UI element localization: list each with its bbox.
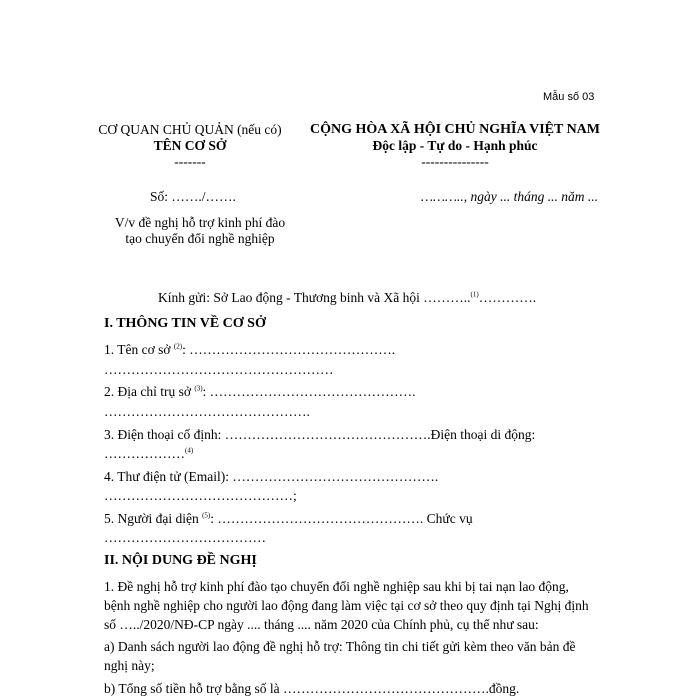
field-address xyxy=(104,384,416,400)
recipient xyxy=(158,290,536,306)
field-label: 5. Người đại diện xyxy=(104,511,203,526)
field-phone: 3. Điện thoại cố định: ……………………………………….Điện thoại di động: xyxy=(104,427,536,442)
field-email: 4. Thư điện tử (Email): ………………………………………. xyxy=(104,469,439,484)
field-blank: : ………………………………………. Chức vụ xyxy=(210,511,473,526)
field-blank: : ………………………………………. xyxy=(182,342,396,357)
footnote-ref: (4) xyxy=(185,446,194,455)
subject-line-1: V/v đề nghị hỗ trợ kinh phí đào xyxy=(114,215,286,230)
right-header-rule: --------------- xyxy=(421,154,489,169)
footnote-ref: (5) xyxy=(202,511,211,520)
section-1-title: I. THÔNG TIN VỀ CƠ SỞ xyxy=(104,316,266,331)
facility-name-heading: TÊN CƠ SỞ xyxy=(153,138,227,153)
field-blank: : ………………………………………. xyxy=(202,384,416,399)
footnote-ref: (3) xyxy=(194,384,203,393)
national-motto: Độc lập - Tự do - Hạnh phúc xyxy=(372,138,538,153)
field-address-cont: ………………………………………. xyxy=(104,404,310,419)
governing-agency: CƠ QUAN CHỦ QUẢN (nếu có) xyxy=(98,122,282,137)
field-blank: ……………… xyxy=(104,446,185,461)
field-facility-name xyxy=(104,342,395,358)
document-number: Số: ……./……. xyxy=(150,189,236,204)
section-2-title: II. NỘI DUNG ĐỀ NGHỊ xyxy=(104,553,257,568)
national-title: CỘNG HÒA XÃ HỘI CHỦ NGHĨA VIỆT NAM xyxy=(309,122,600,137)
recipient-note: (1) xyxy=(470,290,479,299)
footnote-ref: (2) xyxy=(173,342,183,351)
item-a-line-2: nghị này; xyxy=(104,658,155,673)
recipient-tail: …………. xyxy=(478,290,537,305)
right-header xyxy=(290,122,620,170)
subject-line-2: tạo chuyển đổi nghề nghiệp xyxy=(125,231,275,246)
form-code: Mẫu số 03 xyxy=(543,91,595,103)
field-label: 1. Tên cơ sở xyxy=(104,342,174,357)
item-b-line: b) Tổng số tiền hỗ trợ bằng số là ……………………………………….đồng. xyxy=(104,681,520,696)
place-date: ……….., ngày ... tháng ... năm ... xyxy=(421,189,599,204)
left-header-rule: ------- xyxy=(174,154,206,169)
recipient-text: Kính gửi: Sở Lao động - Thương binh và Xã hội ……….. xyxy=(158,290,471,305)
left-header xyxy=(90,122,290,170)
item-a-line-1: a) Danh sách người lao động đề nghị hỗ trợ: Thông tin chi tiết gửi kèm theo văn bản đề xyxy=(104,639,576,654)
field-label: 2. Địa chỉ trụ sở xyxy=(104,384,195,399)
field-facility-name-cont: …………………………………………… xyxy=(104,362,334,377)
request-paragraph-line-3: số …../2020/NĐ-CP ngày .... tháng .... năm 2020 của Chính phủ, cụ thể như sau: xyxy=(104,617,539,632)
subject xyxy=(100,215,300,247)
field-representative xyxy=(104,511,473,527)
request-paragraph-line-2: bệnh nghề nghiệp cho người lao động đang làm việc tại cơ sở theo quy định tại Nghị định xyxy=(104,598,589,613)
field-phone-cont xyxy=(104,446,193,462)
field-email-cont: ……………………………………; xyxy=(104,488,297,503)
field-representative-cont: ……………………………… xyxy=(104,530,266,545)
request-paragraph-line-1: 1. Đề nghị hỗ trợ kinh phí đào tạo chuyển đổi nghề nghiệp sau khi bị tai nạn lao động, xyxy=(104,579,569,594)
